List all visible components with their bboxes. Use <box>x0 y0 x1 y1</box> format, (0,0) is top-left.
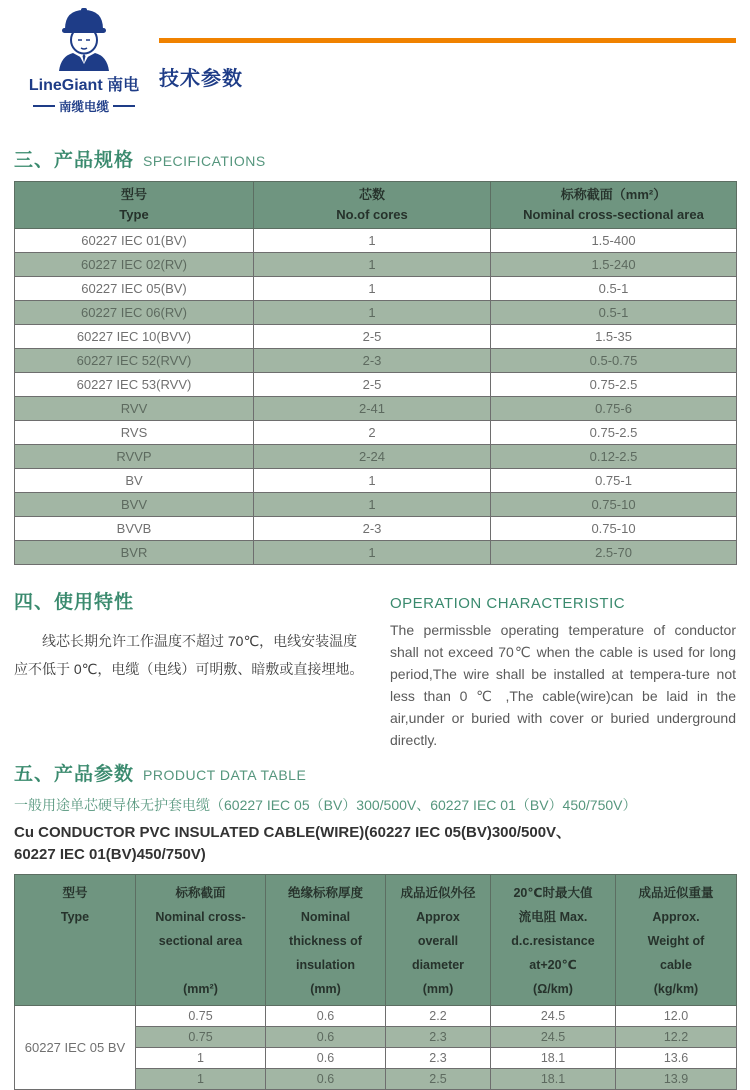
data-cell: 0.6 <box>266 1027 386 1048</box>
spec-cell: RVS <box>15 421 254 445</box>
spec-cell: BVV <box>15 493 254 517</box>
spec-cell: RVV <box>15 397 254 421</box>
spec-cell: 0.5-0.75 <box>491 349 737 373</box>
section5-title-en: PRODUCT DATA TABLE <box>143 767 307 783</box>
spec-table-header-row <box>15 182 737 229</box>
section5-title-zh: 五、产品参数 <box>14 764 135 785</box>
data-table-header-line: cable <box>660 958 692 972</box>
section4-title-en: OPERATION CHARACTERISTIC <box>390 595 626 612</box>
spec-cell: 1 <box>254 277 491 301</box>
spec-cell: 0.75-6 <box>491 397 737 421</box>
data-table-header-line: (mm²) <box>183 982 218 996</box>
page-header <box>0 0 750 115</box>
section-usage <box>14 587 736 751</box>
spec-table-row <box>15 469 737 493</box>
usage-right-column <box>376 587 736 751</box>
data-table-header-line <box>138 953 263 977</box>
spec-table-row <box>15 421 737 445</box>
data-table-header-line: 标称截面 <box>175 886 226 900</box>
data-cell: 1 <box>136 1069 266 1090</box>
data-cell: 0.6 <box>266 1069 386 1090</box>
spec-cell: 1 <box>254 301 491 325</box>
data-table-header-line <box>17 953 133 977</box>
spec-table-body <box>15 229 737 565</box>
usage-left-column <box>14 587 376 751</box>
spec-cell: 1 <box>254 493 491 517</box>
spec-cell: 1 <box>254 229 491 253</box>
sub-brand-label: 南缆电缆 <box>58 100 109 114</box>
spec-cell: 1.5-240 <box>491 253 737 277</box>
spec-cell: 0.75-10 <box>491 493 737 517</box>
data-cell: 0.6 <box>266 1048 386 1069</box>
company-logo <box>21 7 147 115</box>
data-cell: 0.75 <box>136 1027 266 1048</box>
spec-header-area <box>491 182 737 229</box>
spec-header-type-zh: 型号 <box>120 187 147 202</box>
data-table-header-cell <box>386 875 491 1006</box>
data-cell: 2.5 <box>386 1069 491 1090</box>
data-table-header-line: d.c.resistance <box>511 934 595 948</box>
data-cell: 18.1 <box>491 1069 616 1090</box>
spec-table-row <box>15 493 737 517</box>
spec-cell: 2-3 <box>254 517 491 541</box>
page-title: 技术参数 <box>159 68 243 90</box>
spec-cell: 0.75-1 <box>491 469 737 493</box>
data-table-header-cell <box>266 875 386 1006</box>
data-table-header-line: Weight of <box>647 934 705 948</box>
data-table-header-line: Type <box>60 910 90 924</box>
spec-header-area-en: Nominal cross-sectional area <box>523 207 704 222</box>
spec-table-row <box>15 253 737 277</box>
spec-table-row <box>15 277 737 301</box>
data-table-header-line: 成品近似重量 <box>638 886 714 900</box>
spec-header-type-en: Type <box>119 207 149 222</box>
data-table-header-line <box>17 929 133 953</box>
data-table-type-cell: 60227 IEC 05 BV <box>15 1006 136 1090</box>
product-subtitle-zh: 一般用途单芯硬导体无护套电缆（60227 IEC 05（BV）300/500V、60227 IEC 01（BV）450/750V） <box>14 797 637 813</box>
spec-table-row <box>15 349 737 373</box>
spec-header-area-zh: 标称截面（mm²） <box>560 187 667 202</box>
data-cell: 0.75 <box>136 1006 266 1027</box>
data-cell: 13.6 <box>616 1048 737 1069</box>
spec-cell: 60227 IEC 01(BV) <box>15 229 254 253</box>
dash-right <box>113 105 135 107</box>
specifications-table <box>14 181 737 565</box>
spec-cell: 2-24 <box>254 445 491 469</box>
spec-cell: 0.12-2.5 <box>491 445 737 469</box>
data-table-header-line: insulation <box>295 958 356 972</box>
spec-cell: 0.5-1 <box>491 301 737 325</box>
data-cell: 24.5 <box>491 1027 616 1048</box>
data-cell: 12.0 <box>616 1006 737 1027</box>
section-specifications-heading <box>14 145 736 172</box>
spec-table-row <box>15 445 737 469</box>
product-subtitle-en <box>14 822 736 866</box>
data-table-row <box>15 1006 737 1027</box>
data-table-header-line: (kg/km) <box>653 982 699 996</box>
spec-cell: 1.5-35 <box>491 325 737 349</box>
spec-header-type <box>15 182 254 229</box>
spec-cell: BVVB <box>15 517 254 541</box>
spec-cell: BVR <box>15 541 254 565</box>
spec-cell: 2-3 <box>254 349 491 373</box>
data-table-header-line <box>17 977 133 1001</box>
data-table-header-line: (mm) <box>310 982 341 996</box>
data-table-header-cell <box>136 875 266 1006</box>
data-table-header-line: Approx <box>416 910 460 924</box>
spec-cell: 2-5 <box>254 325 491 349</box>
accent-rule <box>159 38 736 43</box>
spec-table-row <box>15 301 737 325</box>
spec-cell: 60227 IEC 53(RVV) <box>15 373 254 397</box>
data-table-header-line: sectional area <box>158 934 243 948</box>
spec-header-cores <box>254 182 491 229</box>
data-table-header-line: 成品近似外径 <box>400 886 476 900</box>
spec-cell: 1 <box>254 253 491 277</box>
spec-header-cores-zh: 芯数 <box>358 187 385 202</box>
section-product-data-heading <box>14 759 736 786</box>
section3-title-zh: 三、产品规格 <box>14 150 135 171</box>
usage-body-zh: 线芯长期允许工作温度不超过 70℃，电线安装温度应不低于 0℃，电缆（电线）可明敷、暗敷或直接埋地。 <box>14 633 364 677</box>
product-subtitle-en-line2: 60227 IEC 01(BV)450/750V) <box>14 846 206 863</box>
spec-cell: 1 <box>254 469 491 493</box>
spec-cell: 60227 IEC 05(BV) <box>15 277 254 301</box>
spec-table-row <box>15 229 737 253</box>
spec-cell: 60227 IEC 02(RV) <box>15 253 254 277</box>
data-cell: 2.2 <box>386 1006 491 1027</box>
data-table-header-line: (mm) <box>422 982 454 996</box>
usage-body-en: The permissble operating temperature of conductor shall not exceed 70℃ when the cable is used for long period,The wire shall be installed at tempera-ture not less than 0 ℃ ,The cable(wire)can be laid in the air,under or buried with cover or buried underground directly. <box>390 622 736 748</box>
data-table-header-line: 流电阻 Max. <box>518 910 588 924</box>
data-table-header-line: Approx. <box>652 910 700 924</box>
spec-cell: 60227 IEC 10(BVV) <box>15 325 254 349</box>
spec-table-row <box>15 373 737 397</box>
brand-name: LineGiant 南电 <box>28 77 140 94</box>
data-table-header-line: Nominal <box>300 910 351 924</box>
spec-table-row <box>15 397 737 421</box>
section3-title-en: SPECIFICATIONS <box>143 153 266 169</box>
data-cell: 13.9 <box>616 1069 737 1090</box>
spec-table-row <box>15 541 737 565</box>
data-table-header-line: overall <box>417 934 459 948</box>
spec-cell: 2 <box>254 421 491 445</box>
spec-cell: 0.5-1 <box>491 277 737 301</box>
section4-title-zh: 四、使用特性 <box>14 592 135 613</box>
spec-cell: 2-5 <box>254 373 491 397</box>
spec-header-cores-en: No.of cores <box>336 207 408 222</box>
data-cell: 0.6 <box>266 1006 386 1027</box>
data-cell: 1 <box>136 1048 266 1069</box>
data-table-body <box>15 1006 737 1090</box>
spec-cell: 2.5-70 <box>491 541 737 565</box>
data-cell: 2.3 <box>386 1048 491 1069</box>
data-table-header-line: 20℃时最大值 <box>513 886 593 900</box>
data-table-header-cell <box>15 875 136 1006</box>
data-table-header-line: Nominal cross- <box>155 910 246 924</box>
data-cell: 12.2 <box>616 1027 737 1048</box>
spec-cell: 2-41 <box>254 397 491 421</box>
spec-cell: 60227 IEC 52(RVV) <box>15 349 254 373</box>
spec-cell: 0.75-2.5 <box>491 421 737 445</box>
sub-brand <box>21 97 147 115</box>
data-table-header-line: diameter <box>411 958 465 972</box>
data-table-header-line: 型号 <box>62 886 88 900</box>
data-table-header-cell <box>616 875 737 1006</box>
spec-table-row <box>15 517 737 541</box>
spec-cell: RVVP <box>15 445 254 469</box>
spec-cell: BV <box>15 469 254 493</box>
data-table-header-cell <box>491 875 616 1006</box>
data-table-header-row <box>15 875 737 1006</box>
dash-left <box>33 105 55 107</box>
data-cell: 24.5 <box>491 1006 616 1027</box>
header-right <box>147 7 736 115</box>
spec-cell: 60227 IEC 06(RV) <box>15 301 254 325</box>
worker-logo-icon <box>51 7 117 71</box>
data-table-header-line: 绝缘标称厚度 <box>287 886 363 900</box>
product-data-table <box>14 874 737 1090</box>
data-table-header-line: (Ω/km) <box>533 982 573 996</box>
data-cell: 2.3 <box>386 1027 491 1048</box>
spec-cell: 0.75-10 <box>491 517 737 541</box>
spec-cell: 1 <box>254 541 491 565</box>
spec-cell: 0.75-2.5 <box>491 373 737 397</box>
data-table-header-line: thickness of <box>289 934 362 948</box>
spec-cell: 1.5-400 <box>491 229 737 253</box>
data-table-header-line: at+20℃ <box>529 958 577 972</box>
data-cell: 18.1 <box>491 1048 616 1069</box>
spec-table-row <box>15 325 737 349</box>
product-subtitle-en-line1: Cu CONDUCTOR PVC INSULATED CABLE(WIRE)(60227 IEC 05(BV)300/500V、 <box>14 824 572 841</box>
